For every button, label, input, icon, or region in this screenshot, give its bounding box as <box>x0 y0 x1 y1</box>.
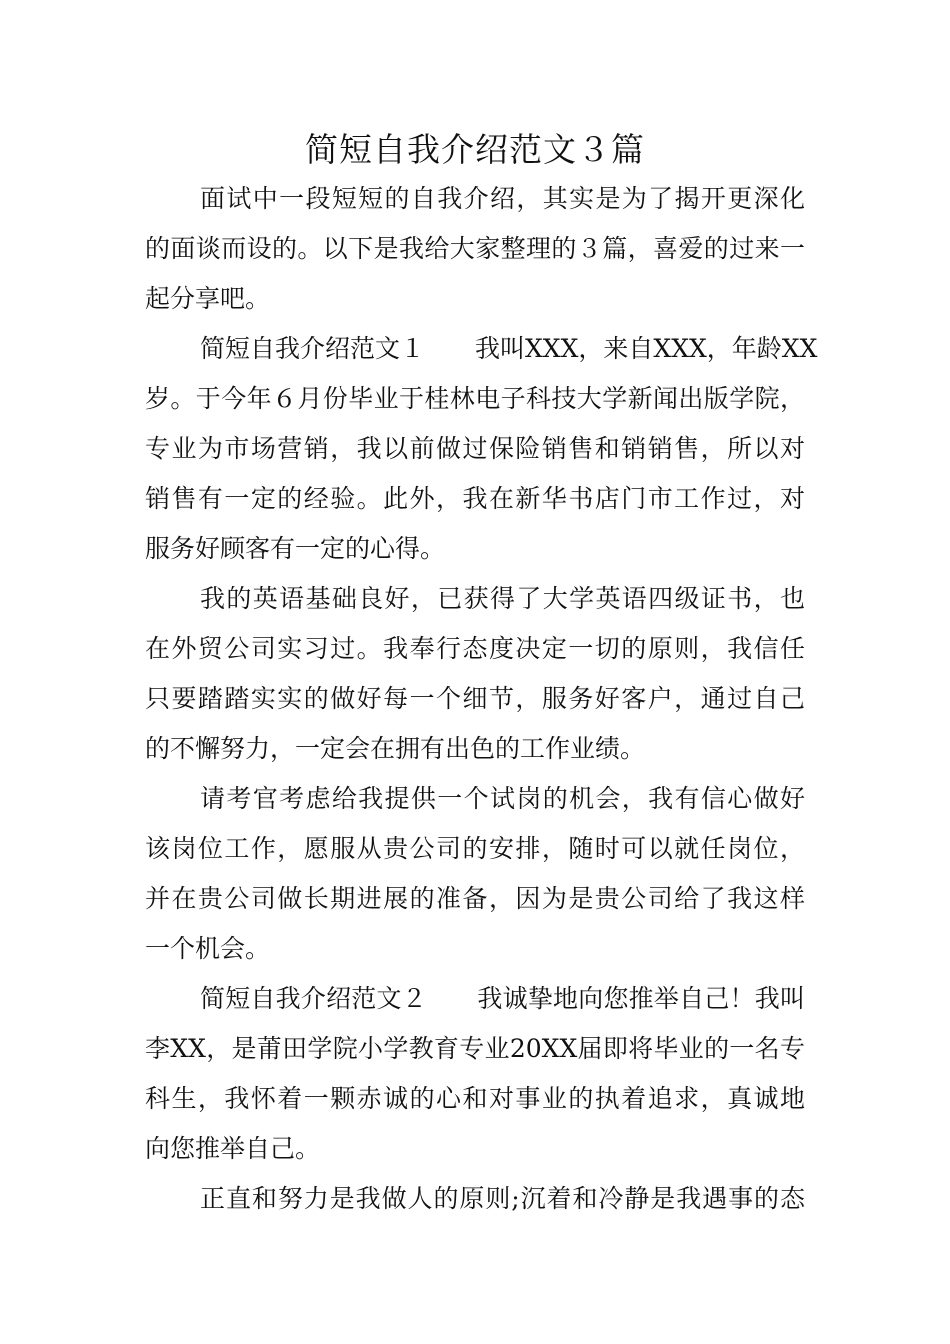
paragraph-line: 我的英语基础良好，已获得了大学英语四级证书，也 <box>200 584 805 613</box>
paragraph-line: 一个机会。 <box>145 934 271 963</box>
paragraph-line: 的不懈努力，一定会在拥有出色的工作业绩。 <box>145 734 646 763</box>
paragraph-line: 并在贵公司做长期进展的准备，因为是贵公司给了我这样 <box>145 884 805 913</box>
paragraph-line: 简短自我介绍范文１ 我叫XXX，来自XXX，年龄XX <box>200 334 818 363</box>
paragraph-line: 正直和努力是我做人的原则;沉着和冷静是我遇事的态 <box>200 1184 805 1213</box>
paragraph-line: 的面谈而设的。以下是我给大家整理的３篇，喜爱的过来一 <box>145 234 805 263</box>
paragraph-line: 面试中一段短短的自我介绍，其实是为了揭开更深化 <box>200 184 805 213</box>
paragraph-line: 专业为市场营销，我以前做过保险销售和销销售，所以对 <box>145 434 805 463</box>
paragraph-line: 在外贸公司实习过。我奉行态度决定一切的原则，我信任 <box>145 634 805 663</box>
paragraph-line: 起分享吧。 <box>145 284 271 313</box>
paragraph-line: 岁。于今年６月份毕业于桂林电子科技大学新闻出版学院， <box>145 384 805 413</box>
paragraph-line: 科生，我怀着一颗赤诚的心和对事业的执着追求，真诚地 <box>145 1084 805 1113</box>
paragraph-line: 只要踏踏实实的做好每一个细节，服务好客户，通过自己 <box>145 684 805 713</box>
paragraph-line: 请考官考虑给我提供一个试岗的机会，我有信心做好 <box>200 784 805 813</box>
paragraph-line: 服务好顾客有一定的心得。 <box>145 534 446 563</box>
paragraph-line: 销售有一定的经验。此外，我在新华书店门市工作过，对 <box>145 484 805 513</box>
document-title: 简短自我介绍范文３篇 <box>305 130 645 169</box>
paragraph-line: 简短自我介绍范文２ 我诚挚地向您推举自己！我叫 <box>200 984 805 1013</box>
paragraph-line: 李XX，是莆田学院小学教育专业20XX届即将毕业的一名专 <box>145 1034 805 1063</box>
paragraph-line: 该岗位工作，愿服从贵公司的安排，随时可以就任岗位， <box>145 834 805 863</box>
paragraph-line: 向您推举自己。 <box>145 1134 321 1163</box>
